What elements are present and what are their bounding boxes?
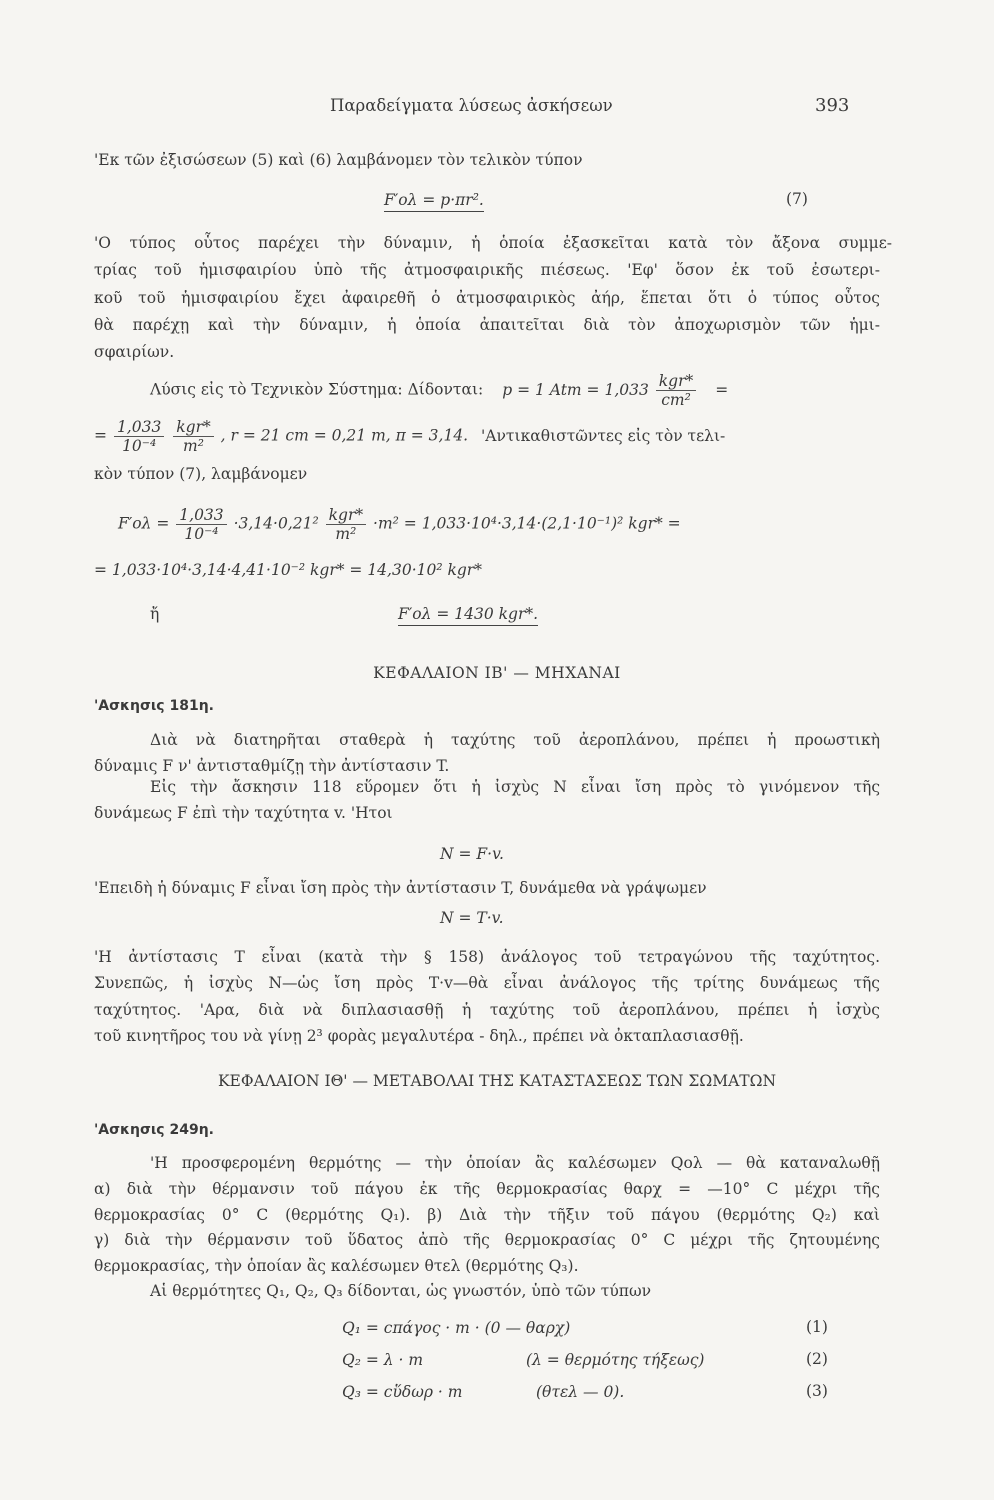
- equation-7-number: (7): [786, 190, 808, 208]
- paragraph-line: σφαιρίων.: [94, 343, 175, 361]
- formula-3-number: (3): [806, 1382, 828, 1400]
- paragraph-line: 'Επειδὴ ἡ δύναμις F εἶναι ἴση πρὸς τὴν ἀντίστασιν T, δυνάμεθα νὰ γράψωμεν: [94, 879, 707, 897]
- fraction: [326, 506, 366, 543]
- solution-line-6: [150, 604, 159, 624]
- equals-sign: =: [94, 426, 107, 445]
- solution-line-3: κὸν τύπον (7), λαμβάνομεν: [94, 465, 308, 483]
- solution-math: ·m² = 1,033·10⁴·3,14·(2,1·10⁻¹)² kgr* =: [373, 514, 681, 533]
- formula-1: Q₁ = cπάγος · m · (0 — θαρχ): [342, 1319, 571, 1337]
- solution-line-2: [94, 418, 725, 455]
- fraction-denominator: 10⁻⁴: [122, 437, 157, 455]
- fraction-denominator: cm²: [661, 391, 691, 409]
- chapter-heading-text: ΚΕΦΑΛΑΙΟΝ ΙΘ' — ΜΕΤΑΒΟΛΑΙ ΤΗΣ ΚΑΤΑΣΤΑΣΕΩΣ ΤΩΝ ΣΩΜΑΤΩΝ: [217, 1072, 777, 1090]
- paragraph-line: 'Η προσφερομένη θερμότης — τὴν ὁποίαν ἂς καλέσωμεν Qολ — θὰ καταναλωθῇ: [150, 1154, 880, 1172]
- paragraph-line: α) διὰ τὴν θέρμανσιν τοῦ πάγου ἐκ τῆς θερμοκρασίας θαρχ = —10° C μέχρι τῆς: [94, 1180, 880, 1198]
- formula-3-note: (θτελ — 0).: [536, 1383, 625, 1401]
- equation-7-text: F′ολ = p·πr².: [384, 191, 484, 212]
- chapter-heading-text: ΚΕΦΑΛΑΙΟΝ ΙΒ' — ΜΗΧΑΝΑΙ: [373, 664, 621, 682]
- formula-3: Q₃ = cὕδωρ · m: [342, 1383, 463, 1401]
- page-number: 393: [815, 95, 850, 116]
- fraction: [176, 506, 226, 543]
- paragraph-line: τρίας τοῦ ἡμισφαιρίου ὑπὸ τῆς ἀτμοσφαιρικῆς πιέσεως. 'Εφ' ὅσον ἐκ τοῦ ἐσωτερι-: [94, 261, 880, 279]
- paragraph-line: τοῦ κινητῆρος του νὰ γίνῃ 2³ φορὰς μεγαλυτέρα - δηλ., πρέπει νὰ ὀκταπλασιασθῇ.: [94, 1027, 744, 1045]
- paragraph-line: Συνεπῶς, ἡ ἰσχὺς N—ὡς ἴση πρὸς T·v—θὰ εἶναι ἀνάλογος τῆς τρίτης δυνάμεως τῆς: [94, 974, 880, 992]
- formula-2-note: (λ = θερμότης τήξεως): [526, 1351, 705, 1369]
- fraction-numerator: 1,033: [176, 506, 226, 525]
- paragraph-line: Αἱ θερμότητες Q₁, Q₂, Q₃ δίδονται, ὡς γνωστόν, ὑπὸ τῶν τύπων: [150, 1282, 652, 1300]
- paragraph-line: δυνάμεως F ἐπὶ τὴν ταχύτητα v. 'Ητοι: [94, 804, 393, 822]
- exercise-label: 'Ασκησις 181η.: [94, 698, 214, 714]
- fraction-denominator: m²: [335, 525, 357, 543]
- force-lhs: F′ολ =: [118, 514, 170, 533]
- equation: N = T·v.: [440, 909, 504, 927]
- paragraph-line: 'Η ἀντίστασις T εἶναι (κατὰ τὴν § 158) ἀνάλογος τοῦ τετραγώνου τῆς ταχύτητος.: [94, 948, 880, 966]
- solution-line-1: [150, 372, 728, 409]
- fraction-numerator: kgr*: [656, 372, 696, 391]
- final-result: F′ολ = 1430 kgr*.: [398, 605, 538, 626]
- solution-math: , r = 21 cm = 0,21 m, π = 3,14.: [220, 426, 469, 445]
- paragraph-line: Εἰς τὴν ἄσκησιν 118 εὕρομεν ὅτι ἡ ἰσχὺς N εἶναι ἴση πρὸς τὸ γινόμενον τῆς: [150, 778, 880, 796]
- fraction: [656, 372, 696, 409]
- fraction-denominator: 10⁻⁴: [184, 525, 219, 543]
- chapter-heading: [0, 664, 994, 682]
- paragraph-line: γ) διὰ τὴν θέρμανσιν τοῦ ὕδατος ἀπὸ τῆς θερμοκρασίας 0° C μέχρι τῆς ζητουμένης: [94, 1231, 880, 1249]
- fraction-numerator: kgr*: [326, 506, 366, 525]
- fraction-numerator: 1,033: [114, 418, 164, 437]
- fraction-numerator: kgr*: [173, 418, 213, 437]
- paragraph-line: θερμοκρασίας, τὴν ὁποίαν ἂς καλέσωμεν θτελ (θερμότης Q₃).: [94, 1257, 579, 1275]
- solution-line-4: [118, 506, 681, 543]
- fraction-denominator: m²: [183, 437, 204, 455]
- eta-word: ἤ: [150, 605, 160, 623]
- paragraph-line: θὰ παρέχῃ καὶ τὴν δύναμιν, ἡ ὁποία ἀπαιτεῖται διὰ τὸν ἀποχωρισμὸν τῶν ἡμι-: [94, 316, 880, 334]
- solution-line-5: = 1,033·10⁴·3,14·4,41·10⁻² kgr* = 14,30·10² kgr*: [94, 561, 482, 579]
- solution-result: [398, 604, 538, 624]
- solution-math: ·3,14·0,21²: [233, 514, 319, 533]
- solution-math: p = 1 Atm = 1,033: [502, 380, 649, 399]
- intro-line: 'Εκ τῶν ἐξισώσεων (5) καὶ (6) λαμβάνομεν τὸν τελικὸν τύπον: [94, 151, 583, 169]
- chapter-heading: [0, 1072, 994, 1090]
- equation-7: [384, 190, 484, 210]
- formula-2-number: (2): [806, 1350, 828, 1368]
- running-header-title: Παραδείγματα λύσεως ἀσκήσεων: [330, 96, 613, 115]
- paragraph-line: ταχύτητος. 'Αρα, διὰ νὰ διπλασιασθῇ ἡ ταχύτης τοῦ ἀεροπλάνου, πρέπει ἡ ἰσχὺς: [94, 1001, 880, 1019]
- equals-sign: =: [715, 380, 729, 399]
- solution-intro-text: Λύσις εἰς τὸ Τεχνικὸν Σύστημα: Δίδονται:: [150, 380, 484, 399]
- fraction: [114, 418, 164, 455]
- paragraph-line: κοῦ τοῦ ἡμισφαιρίου ἔχει ἀφαιρεθῆ ὁ ἀτμοσφαιρικὸς ἀήρ, ἕπεται ὅτι ὁ τύπος οὗτος: [94, 289, 880, 307]
- formula-1-number: (1): [806, 1318, 828, 1336]
- paragraph-line: δύναμις F ν' ἀντισταθμίζῃ τὴν ἀντίστασιν T.: [94, 757, 450, 775]
- paragraph-line: 'Ο τύπος οὗτος παρέχει τὴν δύναμιν, ἡ ὁποία ἐξασκεῖται κατὰ τὸν ἄξονα συμμε-: [94, 234, 892, 252]
- fraction: [173, 418, 213, 455]
- equation: N = F·v.: [440, 845, 504, 863]
- exercise-label: 'Ασκησις 249η.: [94, 1122, 214, 1138]
- paragraph-line: Διὰ νὰ διατηρῆται σταθερὰ ἡ ταχύτης τοῦ ἀεροπλάνου, πρέπει ἡ προωστικὴ: [150, 731, 880, 749]
- solution-text: 'Αντικαθιστῶντες εἰς τὸν τελι-: [481, 426, 726, 445]
- formula-2: Q₂ = λ · m: [342, 1351, 424, 1369]
- paragraph-line: θερμοκρασίας 0° C (θερμότης Q₁). β) Διὰ τὴν τῆξιν τοῦ πάγου (θερμότης Q₂) καὶ: [94, 1206, 880, 1224]
